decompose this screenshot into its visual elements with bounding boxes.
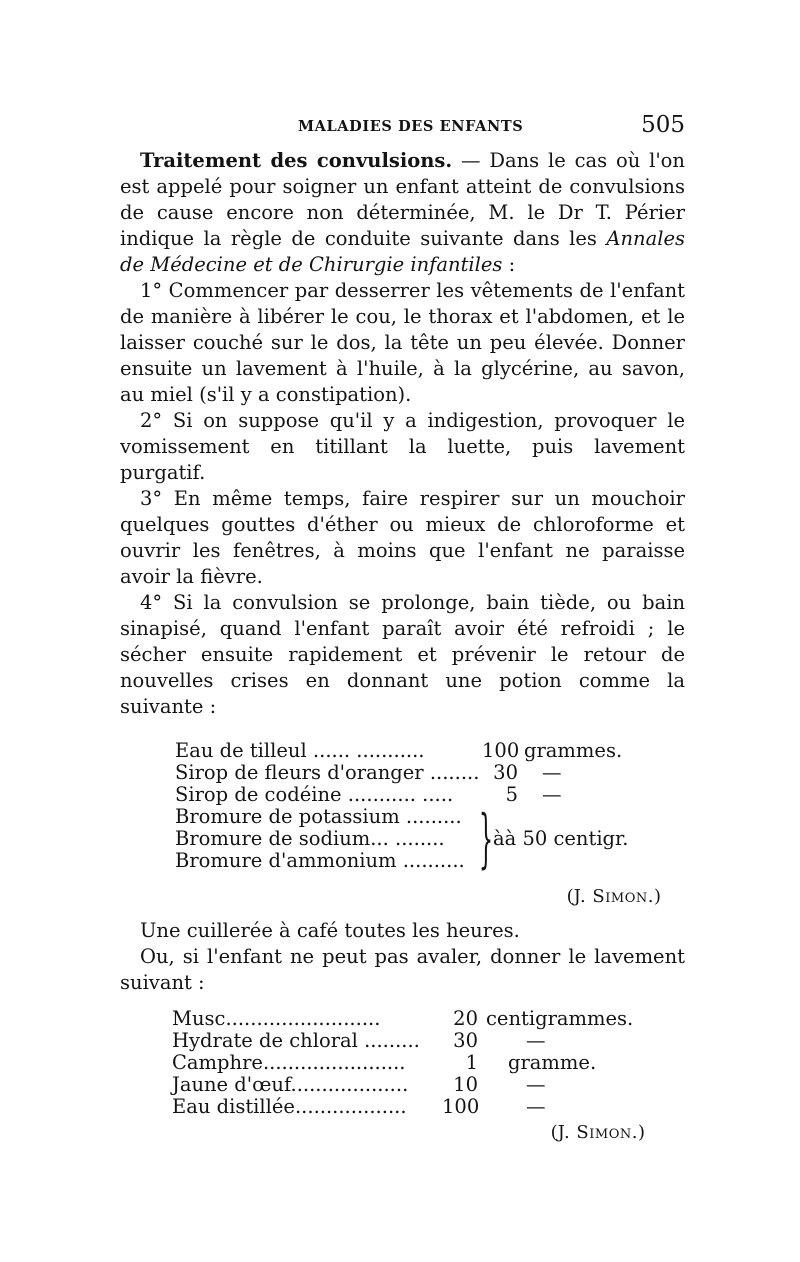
ingredient-name: Bromure de sodium... ........	[175, 827, 445, 850]
ingredient-name: Sirop de codéine ........... .....	[175, 783, 454, 806]
intro-paragraph	[120, 148, 685, 278]
ingredient-quantity: 10	[453, 1073, 478, 1096]
formula-row	[172, 1074, 685, 1096]
ingredient-unit: grammes.	[524, 739, 623, 762]
formula-row	[172, 1030, 685, 1052]
enema-formula	[172, 1008, 685, 1144]
ingredient-unit: —	[526, 1029, 546, 1052]
enema-instruction: Ou, si l'enfant ne peut pas avaler, donner le lavement suivant :	[120, 945, 685, 994]
formula-row	[175, 784, 685, 806]
step-3: 3° En même temps, faire respirer sur un mouchoir quelques gouttes d'éther ou mieux de chloroforme et ouvrir les fenêtres, à moins que l'enfant ne paraisse avoir la fièvre.	[120, 487, 685, 588]
ingredient-name: Eau distillée..................	[172, 1095, 407, 1118]
intro-text-1: — Dans le cas où l'on est appelé pour soigner un enfant atteint de convulsions de cause encore non déterminée, M. le Dr T. Périer indique la règle de conduite suivante dans les	[120, 149, 685, 250]
formula-row	[172, 1008, 685, 1030]
page-header	[120, 112, 685, 142]
formula-row	[172, 1096, 685, 1118]
citation: (J. Simon.)	[566, 886, 661, 907]
formula-row	[172, 1052, 685, 1074]
citation-author: J. Simon.	[557, 1122, 638, 1143]
group-quantity: àà 50 centigr.	[493, 827, 629, 850]
page-number: 505	[641, 112, 685, 138]
formula-row	[175, 762, 685, 784]
formula-row	[175, 740, 685, 762]
step-1: 1° Commencer par desserrer les vêtements de l'enfant de manière à libérer le cou, le thorax et l'abdomen, et le laisser couché sur le dos, la tête un peu élevée. Donner ensuite un lavement à l'huile, à la glycérine, au savon, au miel (s'il y a constipation).	[120, 279, 685, 406]
potion-formula	[175, 740, 685, 908]
citation-author: J. Simon.	[573, 886, 654, 907]
ingredient-unit: —	[542, 783, 562, 806]
ingredient-quantity: 1	[465, 1051, 478, 1074]
ingredient-unit: centigrammes.	[486, 1007, 634, 1030]
ingredient-name: Sirop de fleurs d'oranger ........	[175, 761, 480, 784]
ingredient-name: Hydrate de chloral .........	[172, 1029, 420, 1052]
ingredient-unit: —	[526, 1095, 546, 1118]
intro-text-2: :	[502, 253, 516, 276]
ingredient-quantity: 30	[493, 761, 518, 784]
dosage-instruction: Une cuillerée à café toutes les heures.	[140, 919, 520, 942]
citation: (J. Simon.)	[550, 1122, 645, 1143]
ingredient-unit: —	[542, 761, 562, 784]
ingredient-name: Bromure d'ammonium ..........	[175, 849, 465, 872]
ingredient-quantity: 30	[453, 1029, 478, 1052]
section-heading: Traitement des convulsions.	[140, 149, 453, 172]
ingredient-name: Jaune d'œuf...................	[172, 1073, 409, 1096]
brace-glyph: }	[478, 802, 494, 876]
ingredient-name: Bromure de potassium .........	[175, 805, 462, 828]
ingredient-quantity: 5	[505, 783, 518, 806]
page-body	[120, 148, 685, 1144]
bromide-names	[175, 806, 475, 872]
ingredient-quantity: 20	[453, 1007, 478, 1030]
journal-title: Annales de Médecine et de Chirurgie infantiles	[120, 227, 685, 276]
ingredient-name: Camphre.......................	[172, 1051, 406, 1074]
ingredient-name: Eau de tilleul ...... ...........	[175, 739, 425, 762]
ingredient-unit: —	[526, 1073, 546, 1096]
bromide-group	[175, 802, 685, 876]
step-4: 4° Si la convulsion se prolonge, bain tiède, ou bain sinapisé, quand l'enfant paraît avoir été refroidi ; le sécher ensuite rapidement et prévenir le retour de nouvelles crises en donnant une potion comme la suivante :	[120, 591, 685, 718]
ingredient-quantity: 100	[442, 1095, 480, 1118]
ingredient-name: Musc.........................	[172, 1007, 381, 1030]
step-2: 2° Si on suppose qu'il y a indigestion, provoquer le vomissement en titillant la luette, puis lavement purgatif.	[120, 409, 685, 484]
ingredient-unit: gramme.	[508, 1051, 597, 1074]
running-title: MALADIES DES ENFANTS	[298, 118, 524, 135]
ingredient-quantity: 100	[482, 739, 520, 762]
